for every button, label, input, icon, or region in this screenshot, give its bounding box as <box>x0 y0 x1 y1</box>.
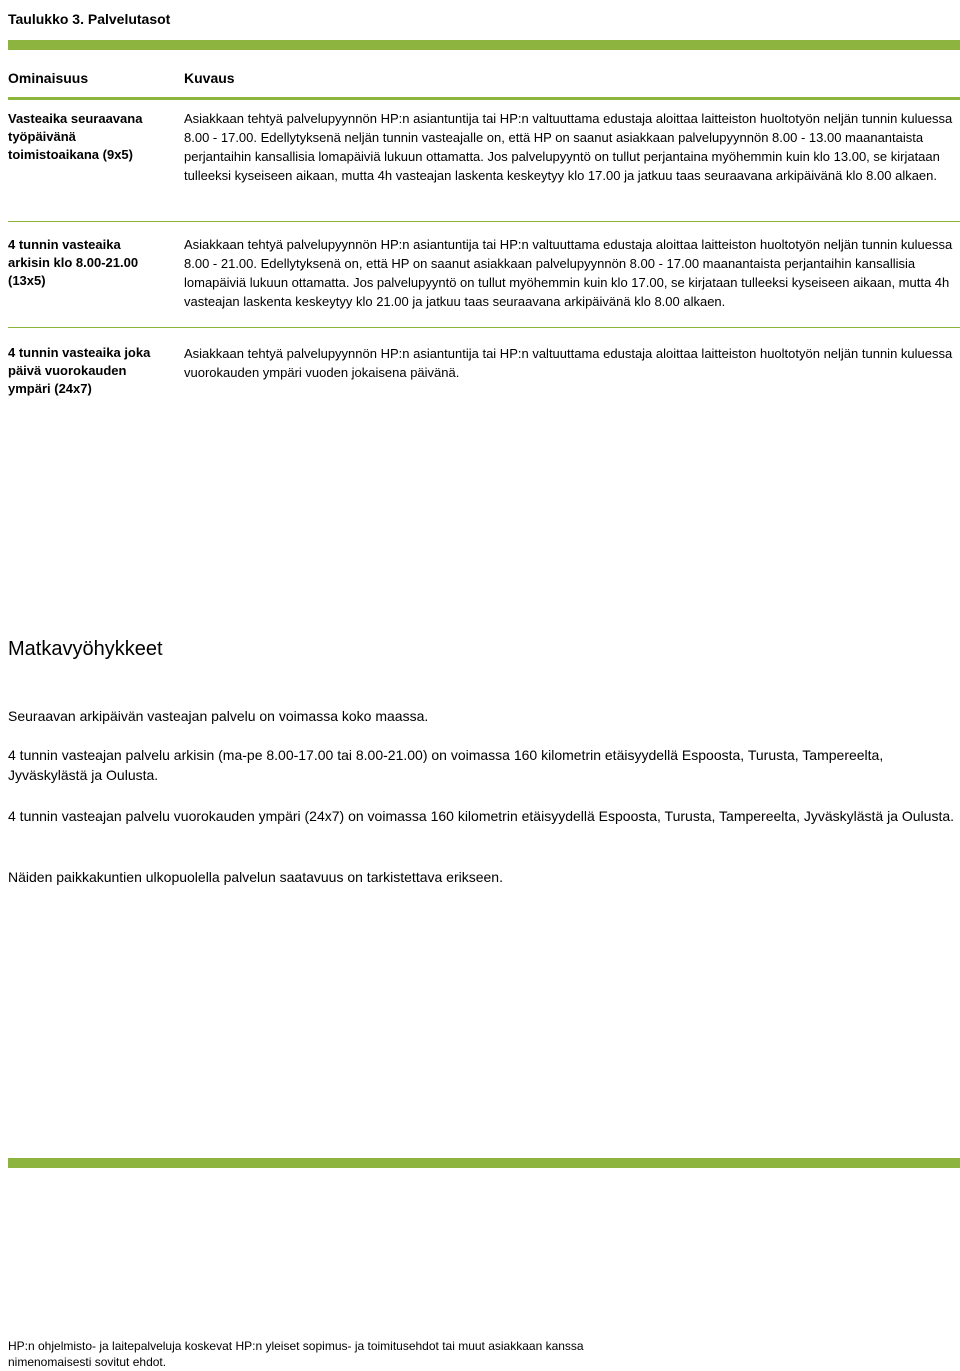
table-row-label: 4 tunnin vasteaika arkisin klo 8.00-21.00 (13x5) <box>8 237 139 288</box>
header-divider <box>8 97 960 100</box>
section-paragraph: 4 tunnin vasteajan palvelu vuorokauden ympäri (24x7) on voimassa 160 kilometrin etäisyydellä Espoosta, Turusta, Tampereelta, Jyväskylästä ja Oulusta. <box>8 808 955 824</box>
table-row-description: Asiakkaan tehtyä palvelupyynnön HP:n asiantuntija tai HP:n valtuuttama edustaja aloittaa laitteiston huoltotyön neljän tunnin kuluessa 8.00 - 21.00. Edellytyksenä on, että HP on saanut asiakkaan palvelupyynnön 8.00 - 17.00 maanantaista perjantaihin kansallisia lomapäiviä lukuun ottamatta. Jos palvelupyyntö on tullut myöhemmin kuin klo 17.00, se kirjataan tulleeksi kyseiseen aikaan, mutta 4h vasteajan laskenta keskeytyy klo 21.00 ja jatkuu taas seuraavana arkipäivänä klo 8.00 alkaen. <box>184 237 953 309</box>
table-row-description: Asiakkaan tehtyä palvelupyynnön HP:n asiantuntija tai HP:n valtuuttama edustaja aloittaa laitteiston huoltotyön neljän tunnin kuluessa vuorokauden ympäri vuoden jokaisena päivänä. <box>184 346 953 380</box>
footer-note: HP:n ohjelmisto- ja laitepalveluja koskevat HP:n yleiset sopimus- ja toimitusehdot tai muut asiakkaan kanssa nimenomaisesti sovitut ehdot. <box>8 1339 584 1369</box>
section-paragraph: 4 tunnin vasteajan palvelu arkisin (ma-pe 8.00-17.00 tai 8.00-21.00) on voimassa 160 kilometrin etäisyydellä Espoosta, Turusta, Tampereelta, Jyväskylästä ja Oulusta. <box>8 747 884 783</box>
column-header-feature: Ominaisuus <box>8 70 89 86</box>
top-accent-bar <box>8 40 960 50</box>
row-divider <box>8 327 960 328</box>
table-row-label: Vasteaika seuraavana työpäivänä toimistoaikana (9x5) <box>8 111 143 162</box>
bottom-accent-bar <box>8 1158 960 1168</box>
table-caption: Taulukko 3. Palvelutasot <box>8 11 171 27</box>
section-paragraph: Näiden paikkakuntien ulkopuolella palvelun saatavuus on tarkistettava erikseen. <box>8 869 503 885</box>
section-title: Matkavyöhykkeet <box>8 638 163 660</box>
table-row-label: 4 tunnin vasteaika joka päivä vuorokauden ympäri (24x7) <box>8 345 151 396</box>
section-paragraph: Seuraavan arkipäivän vasteajan palvelu on voimassa koko maassa. <box>8 708 429 724</box>
table-row-description: Asiakkaan tehtyä palvelupyynnön HP:n asiantuntija tai HP:n valtuuttama edustaja aloittaa laitteiston huoltotyön neljän tunnin kuluessa 8.00 - 17.00. Edellytyksenä neljän tunnin vasteajalle on, että HP on saanut asiakkaan palvelupyynnön 8.00 - 13.00 maanantaista perjantaihin kansallisia lomapäiviä lukuun ottamatta. Jos palvelupyyntö on tullut perjantaina myöhemmin kuin klo 13.00, se kirjataan tulleeksi kyseiseen aikaan, mutta 4h vasteajan laskenta keskeytyy klo 17.00 ja jatkuu taas seuraavana arkipäivänä klo 8.00 alkaen. <box>184 111 953 183</box>
column-header-description: Kuvaus <box>184 70 235 86</box>
row-divider <box>8 221 960 222</box>
